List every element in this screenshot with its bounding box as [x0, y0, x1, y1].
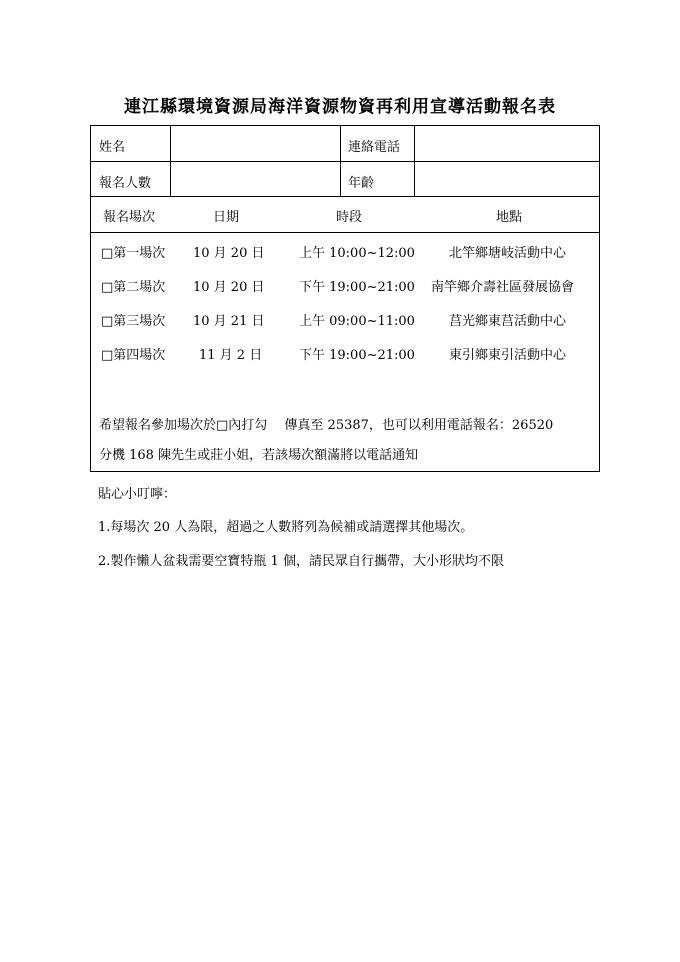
header-date: 日期 — [213, 210, 240, 225]
session-time: 上午 10:00~12:00 — [299, 246, 415, 261]
tips-heading: 貼心小叮嚀： — [98, 487, 177, 502]
header-time: 時段 — [336, 210, 363, 225]
note-line-1: 希望報名參加場次於□內打勾 傳真至 25387，也可以利用電話報名：26520 — [99, 418, 554, 433]
header-session: 報名場次 — [103, 210, 156, 225]
tips-item-2: 2.製作懶人盆栽需要空寶特瓶 1 個，請民眾自行攜帶，大小形狀均不限 — [98, 554, 504, 569]
count-label: 報名人數 — [99, 176, 152, 191]
session-place: 南竿鄉介壽社區發展協會 — [431, 280, 575, 295]
session-place: 北竿鄉塘岐活動中心 — [449, 246, 567, 261]
header-place: 地點 — [496, 210, 523, 225]
session-place: 東引鄉東引活動中心 — [449, 348, 567, 363]
session-option-1[interactable]: □第一場次 — [101, 246, 166, 261]
phone-field[interactable] — [415, 127, 599, 160]
session-date: 10 月 21 日 — [193, 314, 265, 329]
count-field[interactable] — [171, 162, 339, 195]
session-place: 莒光鄉東莒活動中心 — [449, 314, 567, 329]
row-divider — [91, 196, 599, 197]
session-option-2[interactable]: □第二場次 — [101, 280, 166, 295]
session-time: 下午 19:00~21:00 — [299, 280, 415, 295]
session-date: 10 月 20 日 — [193, 246, 265, 261]
age-field[interactable] — [415, 162, 599, 195]
tips-item-1: 1.每場次 20 人為限，超過之人數將列為候補或請選擇其他場次。 — [98, 520, 474, 535]
form-title: 連江縣環境資源局海洋資源物資再利用宣導活動報名表 — [124, 97, 556, 117]
session-date: 10 月 20 日 — [193, 280, 265, 295]
name-label: 姓名 — [99, 140, 126, 155]
registration-form — [90, 125, 600, 472]
schedule-header-divider — [91, 232, 599, 233]
session-date: 11 月 2 日 — [199, 348, 263, 363]
session-option-4[interactable]: □第四場次 — [101, 348, 166, 363]
session-option-3[interactable]: □第三場次 — [101, 314, 166, 329]
session-time: 下午 19:00~21:00 — [299, 348, 415, 363]
age-label: 年齡 — [348, 176, 375, 191]
note-line-2: 分機 168 陳先生或莊小姐，若該場次額滿將以電話通知 — [99, 448, 419, 463]
column-divider — [340, 126, 341, 196]
phone-label: 連絡電話 — [348, 140, 401, 155]
session-time: 上午 09:00~11:00 — [299, 314, 415, 329]
name-field[interactable] — [171, 127, 339, 160]
